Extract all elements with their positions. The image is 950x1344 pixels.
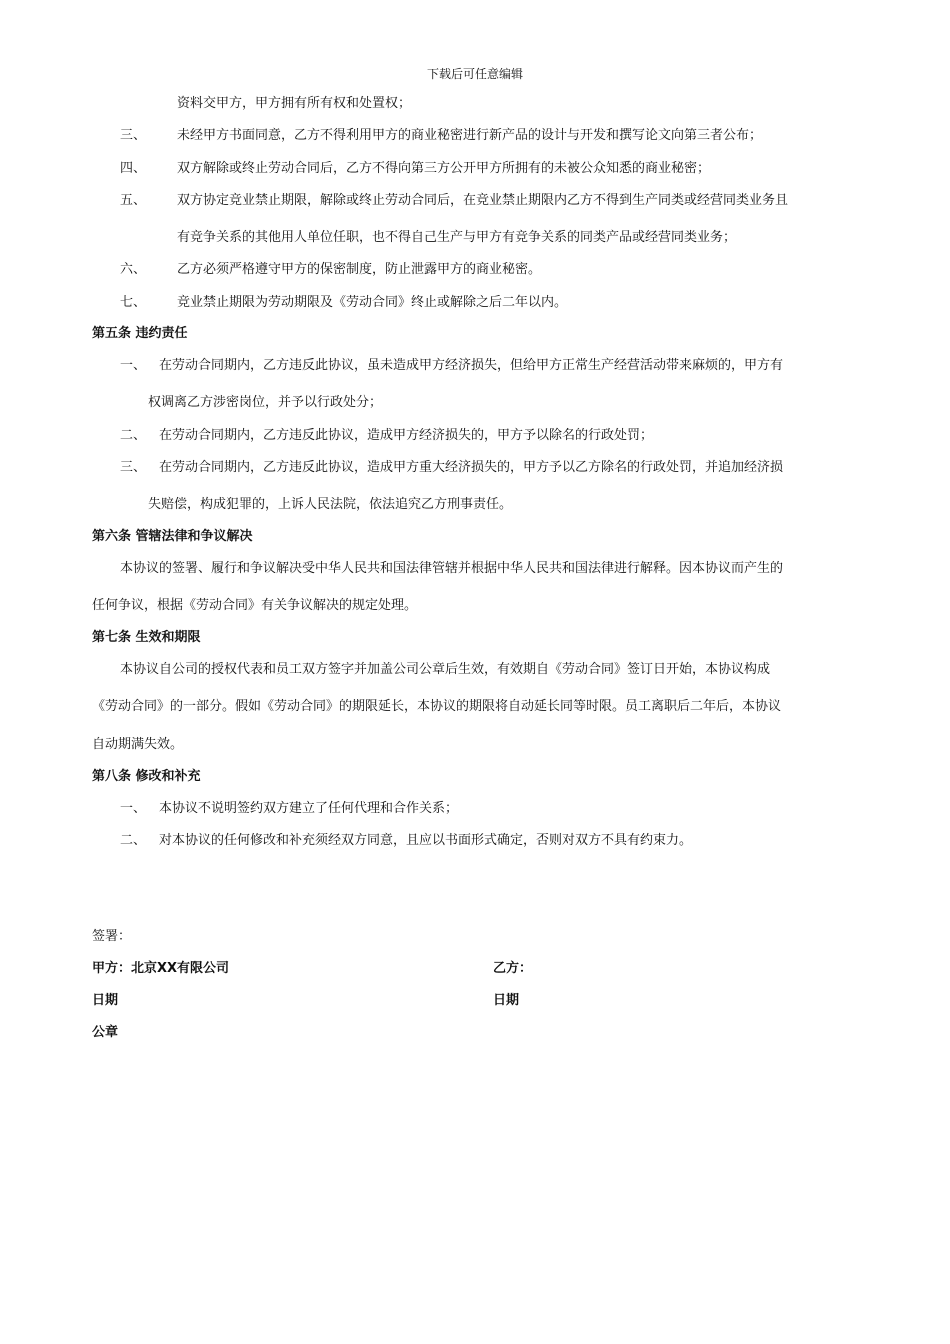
clause6-paragraph-line2: 任何争议，根据《劳动合同》有关争议解决的规定处理。: [92, 598, 418, 613]
party-a-label: 甲方：北京XX有限公司: [92, 961, 230, 976]
clause5-item1-continuation: 权调离乙方涉密岗位，并予以行政处分；: [148, 395, 383, 410]
clause6-title: 第六条 管辖法律和争议解决: [92, 529, 253, 544]
clause7-paragraph-line3: 自动期满失效。: [92, 737, 184, 752]
clause4-item5-text: 双方协定竞业禁止期限，解除或终止劳动合同后，在竞业禁止期限内乙方不得到生产同类或经营同类业务且: [177, 193, 789, 208]
signature-label: 签署：: [92, 929, 132, 944]
clause8-item1-text: 本协议不说明签约双方建立了任何代理和合作关系；: [159, 801, 459, 816]
page-header: 下载后可任意编辑: [426, 67, 523, 81]
party-b-date: 日期: [493, 993, 520, 1008]
clause7-title: 第七条 生效和期限: [92, 630, 201, 645]
clause4-item4-num: 四、: [120, 161, 147, 176]
clause8-title: 第八条 修改和补充: [92, 769, 201, 784]
clause4-item6-num: 六、: [120, 262, 147, 277]
party-a-date: 日期: [92, 993, 119, 1008]
clause8-item2-text: 对本协议的任何修改和补充须经双方同意，且应以书面形式确定，否则对双方不具有约束力。: [159, 833, 693, 848]
clause4-item5-continuation: 有竞争关系的其他用人单位任职，也不得自己生产与甲方有竞争关系的同类产品或经营同类业务；: [177, 230, 737, 245]
clause7-paragraph-line1: 本协议自公司的授权代表和员工双方签字并加盖公司公章后生效，有效期自《劳动合同》签订日开始，本协议构成: [120, 662, 771, 677]
party-b-label: 乙方：: [493, 961, 533, 976]
clause8-item1-num: 一、: [120, 801, 147, 816]
company-seal-label: 公章: [92, 1025, 119, 1040]
clause4-item6-text: 乙方必须严格遵守甲方的保密制度，防止泄露甲方的商业秘密。: [177, 262, 542, 277]
clause5-item3-text: 在劳动合同期内，乙方违反此协议，造成甲方重大经济损失的，甲方予以乙方除名的行政处罚，并追加经济损: [159, 460, 784, 475]
clause5-item3-num: 三、: [120, 460, 147, 475]
clause6-paragraph-line1: 本协议的签署、履行和争议解决受中华人民共和国法律管辖并根据中华人民共和国法律进行解释。因本协议而产生的: [120, 561, 784, 576]
clause5-title: 第五条 违约责任: [92, 326, 188, 341]
clause4-item4-text: 双方解除或终止劳动合同后，乙方不得向第三方公开甲方所拥有的未被公众知悉的商业秘密；: [177, 161, 711, 176]
clause4-item2-continuation: 资料交甲方，甲方拥有所有权和处置权；: [177, 96, 412, 111]
clause4-item7-num: 七、: [120, 295, 147, 310]
clause5-item1-num: 一、: [120, 358, 147, 373]
clause5-item3-continuation: 失赔偿，构成犯罪的，上诉人民法院，依法追究乙方刑事责任。: [148, 497, 513, 512]
clause8-item2-num: 二、: [120, 833, 147, 848]
clause5-item1-text: 在劳动合同期内，乙方违反此协议，虽未造成甲方经济损失，但给甲方正常生产经营活动带来麻烦的，甲方有: [159, 358, 784, 373]
clause4-item5-num: 五、: [120, 193, 147, 208]
clause5-item2-num: 二、: [120, 428, 147, 443]
clause5-item2-text: 在劳动合同期内，乙方违反此协议，造成甲方经济损失的，甲方予以除名的行政处罚；: [159, 428, 654, 443]
clause4-item3-text: 未经甲方书面同意，乙方不得利用甲方的商业秘密进行新产品的设计与开发和撰写论文向第三者公布；: [177, 128, 763, 143]
clause4-item3-num: 三、: [120, 128, 147, 143]
clause4-item7-text: 竞业禁止期限为劳动期限及《劳动合同》终止或解除之后二年以内。: [177, 295, 568, 310]
clause7-paragraph-line2: 《劳动合同》的一部分。假如《劳动合同》的期限延长，本协议的期限将自动延长同等时限。员工离职后二年后，本协议: [92, 699, 782, 714]
